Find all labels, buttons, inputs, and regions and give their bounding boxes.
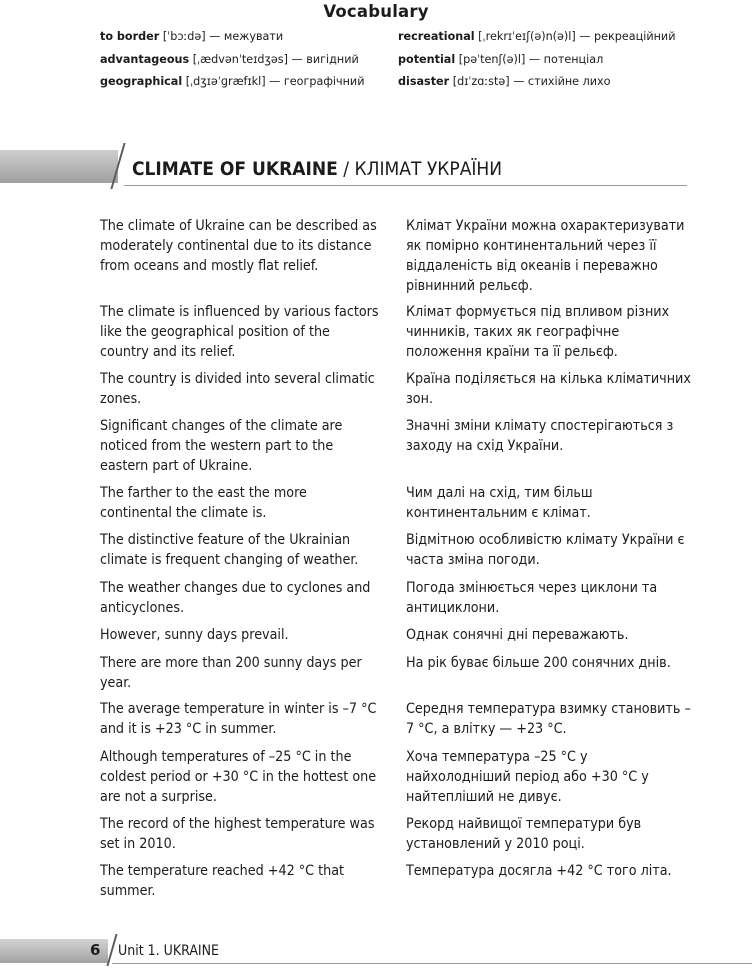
paragraph-english: There are more than 200 sunny days per year. (100, 655, 362, 691)
section-title-separator: / (337, 158, 355, 180)
paragraph-ukrainian: Погода змінюється через циклони та антициклони. (406, 580, 658, 616)
vocabulary-entry (398, 49, 675, 72)
section-header-bar (0, 150, 118, 183)
paragraph-ukrainian: Середня температура взимку становить –7 °C, а влітку — +23 °C. (406, 701, 691, 737)
paragraph-english: The weather changes due to cyclones and anticyclones. (100, 580, 371, 616)
vocabulary-term: recreational (398, 30, 475, 43)
paragraph-english: However, sunny days prevail. (100, 627, 289, 643)
vocabulary-term: potential (398, 52, 456, 66)
vocabulary-entry (100, 26, 364, 49)
vocabulary-entry (398, 71, 675, 94)
paragraph-english: The country is divided into several climatic zones. (100, 371, 375, 407)
paragraph-ukrainian: Чим далі на схід, тим більш континентальним є клімат. (406, 485, 593, 521)
footer-slash (106, 934, 117, 966)
page-number: 6 (90, 941, 101, 959)
vocabulary-term: advantageous (100, 52, 190, 66)
vocabulary-entry (100, 49, 364, 72)
vocabulary-definition: [pəˈtenʃ(ə)l] — потенціал (455, 52, 604, 66)
paragraph-ukrainian: Значні зміни клімату спостерігаються з заходу на схід України. (406, 418, 674, 454)
section-title-ukrainian: КЛІМАТ УКРАЇНИ (354, 158, 503, 180)
paragraph-english: Although temperatures of –25 °C in the coldest period or +30 °C in the hottest one are not a surprise. (100, 749, 377, 805)
vocabulary-term: geographical (100, 75, 183, 88)
vocabulary-column-left (100, 26, 364, 94)
paragraph-english: Significant changes of the climate are noticed from the western part to the eastern part of Ukraine. (100, 418, 343, 474)
section-header-rule (124, 185, 687, 186)
paragraph-ukrainian: Клімат України можна охарактеризувати як помірно континентальний через її віддаленість від океанів і переважно рівнинний рельєф. (406, 218, 685, 294)
paragraph-english: The farther to the east the more continental the climate is. (100, 485, 307, 521)
paragraph-ukrainian: Відмітною особливістю клімату України є часта зміна погоди. (406, 532, 685, 568)
paragraph-english: The average temperature in winter is –7 °C and it is +23 °C in summer. (100, 701, 377, 737)
vocabulary-entry (398, 26, 675, 49)
vocabulary-term: disaster (398, 75, 450, 88)
paragraph-ukrainian: Однак сонячні дні переважають. (406, 627, 629, 643)
paragraph-english: The temperature reached +42 °C that summer. (100, 863, 345, 899)
paragraph-ukrainian: Рекорд найвищої температури був установлений у 2010 році. (406, 816, 642, 852)
paragraph-ukrainian: Країна поділяється на кілька кліматичних зон. (406, 371, 691, 407)
vocabulary-definition: [ˌædvənˈteɪdʒəs] — вигідний (189, 52, 359, 66)
paragraph-ukrainian: На рік буває більше 200 сонячних днів. (406, 655, 671, 671)
paragraph-english: The distinctive feature of the Ukrainian climate is frequent changing of weather. (100, 532, 359, 568)
section-title (132, 158, 502, 180)
vocabulary-term: to border (100, 30, 160, 43)
vocabulary-title: Vocabulary (323, 2, 429, 21)
paragraph-english: The climate is influenced by various factors like the geographical position of the country and its relief. (100, 304, 379, 360)
paragraph-english: The climate of Ukraine can be described as moderately continental due to its distance from oceans and mostly flat relief. (100, 218, 377, 274)
footer-rule (112, 963, 752, 964)
vocabulary-definition: [ˌrekrɪˈeɪʃ(ə)n(ə)l] — рекреаційний (474, 30, 676, 43)
unit-label: Unit 1. UKRAINE (118, 943, 220, 959)
paragraph-english: The record of the highest temperature was set in 2010. (100, 816, 375, 852)
paragraph-ukrainian: Клімат формується під впливом різних чинників, таких як географічне положення країни та її рельєф. (406, 304, 670, 360)
vocabulary-entry (100, 71, 364, 94)
vocabulary-definition: [dɪˈzɑːstə] — стихійне лихо (449, 75, 611, 88)
vocabulary-column-right (398, 26, 675, 94)
vocabulary-definition: [ˌdʒɪəˈɡræfɪkl] — географічний (182, 75, 365, 88)
section-title-english: CLIMATE OF UKRAINE (132, 158, 338, 180)
paragraph-ukrainian: Температура досягла +42 °C того літа. (406, 863, 672, 879)
paragraph-ukrainian: Хоча температура –25 °C у найхолодніший період або +30 °C у найтепліший не дивує. (406, 749, 649, 805)
vocabulary-definition: [ˈbɔːdə] — межувати (159, 30, 284, 43)
